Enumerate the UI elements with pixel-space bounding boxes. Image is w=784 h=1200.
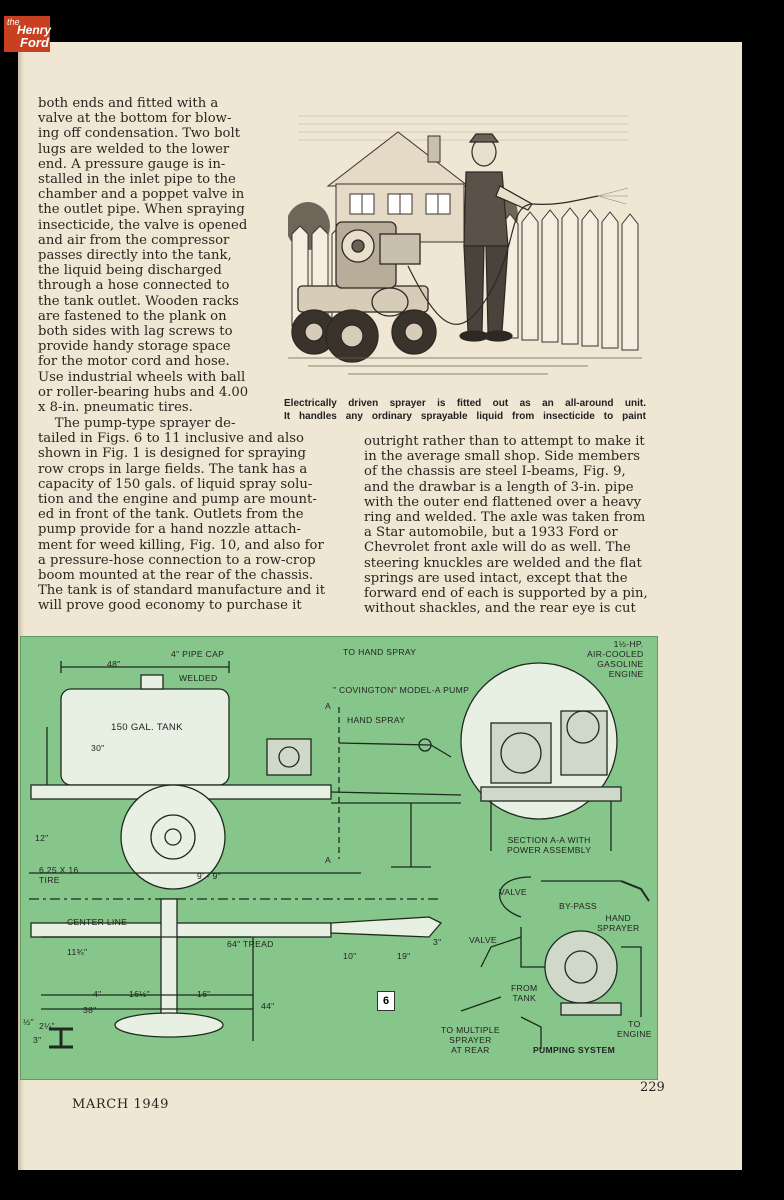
footer-page-number: 229	[640, 1080, 665, 1095]
label-dim-12: 12"	[35, 833, 49, 843]
label-dim-19: 19"	[397, 951, 411, 961]
label-to-multiple-sprayer: TO MULTIPLE SPRAYER AT REAR	[441, 1025, 500, 1055]
footer-issue-date: MARCH 1949	[72, 1097, 169, 1112]
label-dim-44: 44"	[261, 1001, 275, 1011]
label-dim-10: 10"	[343, 951, 357, 961]
label-dim-48: 48"	[107, 659, 121, 669]
label-dim-3: 3"	[33, 1035, 42, 1045]
article-text-right-bottom: outright rather than to attempt to make it in the average small shop. Side members of the chassis are steel I-beams, Fig. 9, and the drawbar is a length of 3-in. pipe with the outer end flattened over a heavy ring and welded. The axle was taken from a Star automobile, but a 1933 Ford or Chevrolet front axle will do as well. The steering knuckles are welded and the flat springs are used intact, except that the forward end of each is supported by a pin, without shackles, and the rear eye is cut	[364, 434, 648, 617]
article-text-left-top: both ends and fitted with a valve at the bottom for blow- ing off condensation. Two bolt lugs are welded to the lower end. A pressure gauge is in- stalled in the inlet pipe to the chamber and a poppet valve in the outlet pipe. When spraying insecticide, the valve is opened and air from the compressor passes directly into the tank, the liquid being discharged through a hose connected to the tank outlet. Wooden racks are fastened to the plank on both sides with lag screws to provide handy storage space for the motor cord and hose. Use industrial wheels with ball or roller-bearing hubs and 4.00 x 8-in. pneumatic tires.	[38, 96, 249, 416]
label-hand-sprayer: HAND SPRAYER	[597, 913, 640, 933]
label-dim-4: 4"	[93, 989, 102, 999]
label-dim-2-25: 2¼"	[39, 1021, 55, 1031]
label-pump-model: " COVINGTON" MODEL-A PUMP	[333, 685, 470, 695]
label-engine: 1½-HP. AIR-COOLED GASOLINE ENGINE	[587, 639, 644, 679]
figure-number: 6	[377, 991, 395, 1011]
label-section-a-a: SECTION A-A WITH POWER ASSEMBLY	[507, 835, 592, 855]
label-center-line: CENTER LINE	[67, 917, 128, 927]
diagram-linework	[21, 637, 657, 1079]
label-section-a-bottom: A	[325, 855, 332, 865]
henry-ford-logo: the Henry Ford	[4, 16, 50, 52]
label-tread: 64" TREAD	[227, 939, 274, 949]
label-dim-16-5: 16½"	[129, 989, 150, 999]
label-welded: WELDED	[179, 673, 218, 683]
label-to-engine: TO ENGINE	[617, 1019, 652, 1039]
label-dim-half: ½"	[23, 1017, 34, 1027]
label-dim-3-top: 3"	[433, 937, 442, 947]
technical-diagram-fig-6	[20, 636, 658, 1080]
label-from-tank: FROM TANK	[511, 983, 538, 1003]
label-section-a-top: A	[325, 701, 332, 711]
label-by-pass: BY-PASS	[559, 901, 597, 911]
label-dim-38: 38"	[83, 1005, 97, 1015]
label-dim-30: 30"	[91, 743, 105, 753]
label-valve-top: VALVE	[499, 887, 527, 897]
label-hand-spray: HAND SPRAY	[347, 715, 406, 725]
label-to-hand-spray: TO HAND SPRAY	[343, 647, 417, 657]
label-dim-9-9: 9' - 9"	[197, 871, 221, 881]
label-dim-11: 11¾"	[67, 947, 88, 957]
photo-caption: Electrically driven sprayer is fitted out as an all-around unit. It handles any ordinary sprayable liquid from insecticide to paint	[284, 398, 646, 422]
label-tank: 150 GAL. TANK	[111, 722, 183, 733]
label-pipe-cap: 4" PIPE CAP	[171, 649, 225, 659]
label-valve: VALVE	[469, 935, 497, 945]
label-pumping-system: PUMPING SYSTEM	[533, 1045, 616, 1055]
article-text-left-bottom: The pump-type sprayer de- tailed in Figs. 6 to 11 inclusive and also shown in Fig. 1 is designed for spraying row crops in large fields. The tank has a capacity of 150 gals. of liquid spray solu- tion and the engine and pump are mount- ed in front of the tank. Outlets from the pump provide for a hand nozzle attach- ment for weed killing, Fig. 10, and also for a pressure-hose connection to a row-crop boom mounted at the rear of the chassis. The tank is of standard manufacture and it will prove good economy to purchase it	[38, 416, 326, 614]
sprayer-illustration	[288, 96, 642, 392]
label-dim-16: 16"	[197, 989, 211, 999]
label-tire: 6.25 X 16 TIRE	[39, 865, 79, 885]
